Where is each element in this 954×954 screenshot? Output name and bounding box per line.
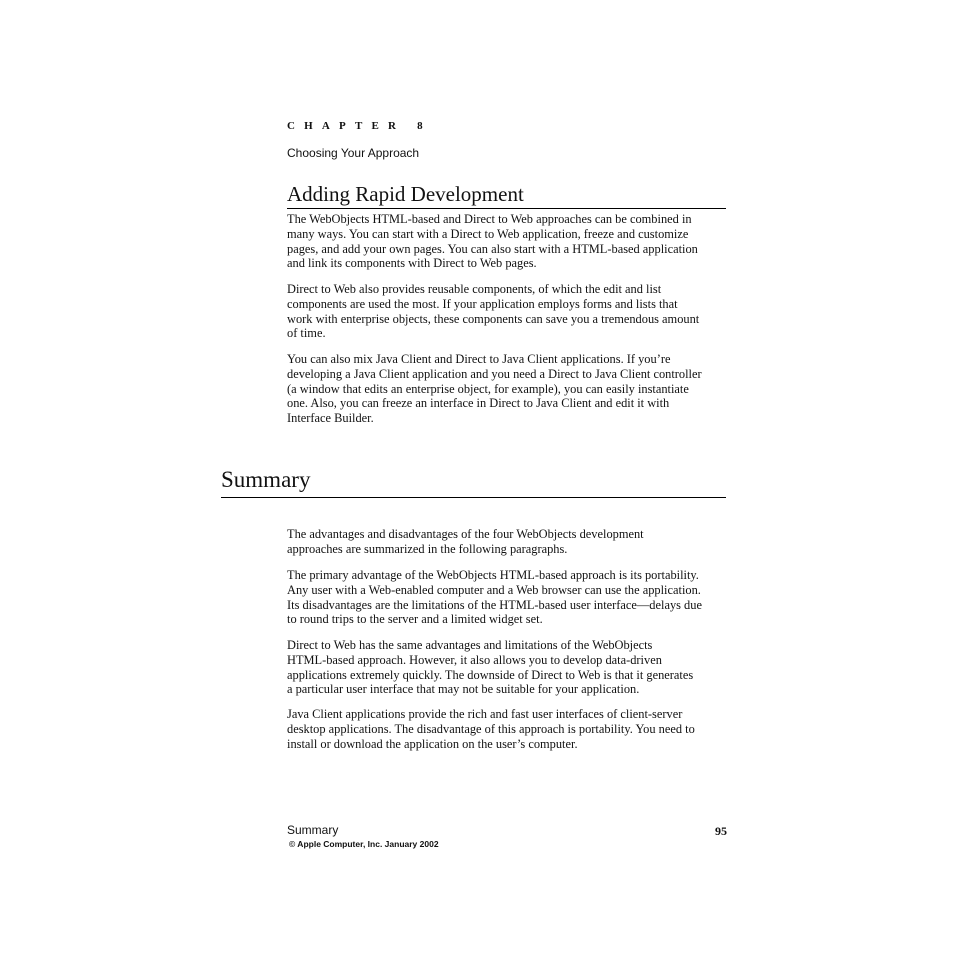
text-line: (a window that edits an enterprise object, for example), you can easily instantiate [287,381,689,396]
text-line: desktop applications. The disadvantage of this approach is portability. You need to [287,721,695,736]
text-line: many ways. You can start with a Direct to Web application, freeze and customize [287,226,689,241]
paragraph [287,352,727,426]
text-line: The WebObjects HTML-based and Direct to Web approaches can be combined in [287,212,692,226]
paragraph [287,527,727,557]
text-line: a particular user interface that may not be suitable for your application. [287,682,640,697]
text-line: The advantages and disadvantages of the four WebObjects development [287,527,644,541]
text-line: developing a Java Client application and you need a Direct to Java Client controller [287,366,702,381]
text-line: Direct to Web has the same advantages and limitations of the WebObjects [287,638,653,652]
paragraph [287,282,727,341]
text-line: Any user with a Web-enabled computer and a Web browser can use the application. [287,582,701,597]
running-head: Choosing Your Approach [287,146,420,160]
text-line: applications extremely quickly. The downside of Direct to Web is that it generates [287,667,694,682]
paragraph [287,707,727,751]
text-line: pages, and add your own pages. You can also start with a HTML-based application [287,241,698,256]
text-line: approaches are summarized in the following paragraphs. [287,541,568,556]
text-line: HTML-based approach. However, it also allows you to develop data-driven [287,652,662,667]
text-line: one. Also, you can freeze an interface in Direct to Java Client and edit it with [287,396,670,411]
text-line: components are used the most. If your application employs forms and lists that [287,296,678,311]
text-line: and link its components with Direct to Web pages. [287,256,537,271]
paragraph [287,212,727,271]
text-line: Direct to Web also provides reusable components, of which the edit and list [287,282,662,296]
text-line: The primary advantage of the WebObjects HTML-based approach is its portability. [287,568,699,582]
section-heading-adding-rapid-development: Adding Rapid Development [287,181,726,209]
text-line: Its disadvantages are the limitations of the HTML-based user interface—delays due [287,597,702,612]
footer-title: Summary [287,823,339,837]
text-line: Java Client applications provide the rich and fast user interfaces of client-server [287,707,683,721]
chapter-label: CHAPTER 8 [287,120,432,132]
paragraph [287,638,727,697]
text-line: work with enterprise objects, these components can save you a tremendous amount [287,311,700,326]
text-line: of time. [287,326,326,341]
page-number: 95 [715,824,727,838]
copyright-notice: © Apple Computer, Inc. January 2002 [289,839,439,849]
text-line: install or download the application on the user’s computer. [287,736,578,751]
text-line: You can also mix Java Client and Direct to Java Client applications. If you’re [287,352,671,366]
text-line: Interface Builder. [287,411,374,426]
section-heading-summary: Summary [221,465,726,498]
text-line: to round trips to the server and a limited widget set. [287,612,543,627]
paragraph [287,568,727,627]
